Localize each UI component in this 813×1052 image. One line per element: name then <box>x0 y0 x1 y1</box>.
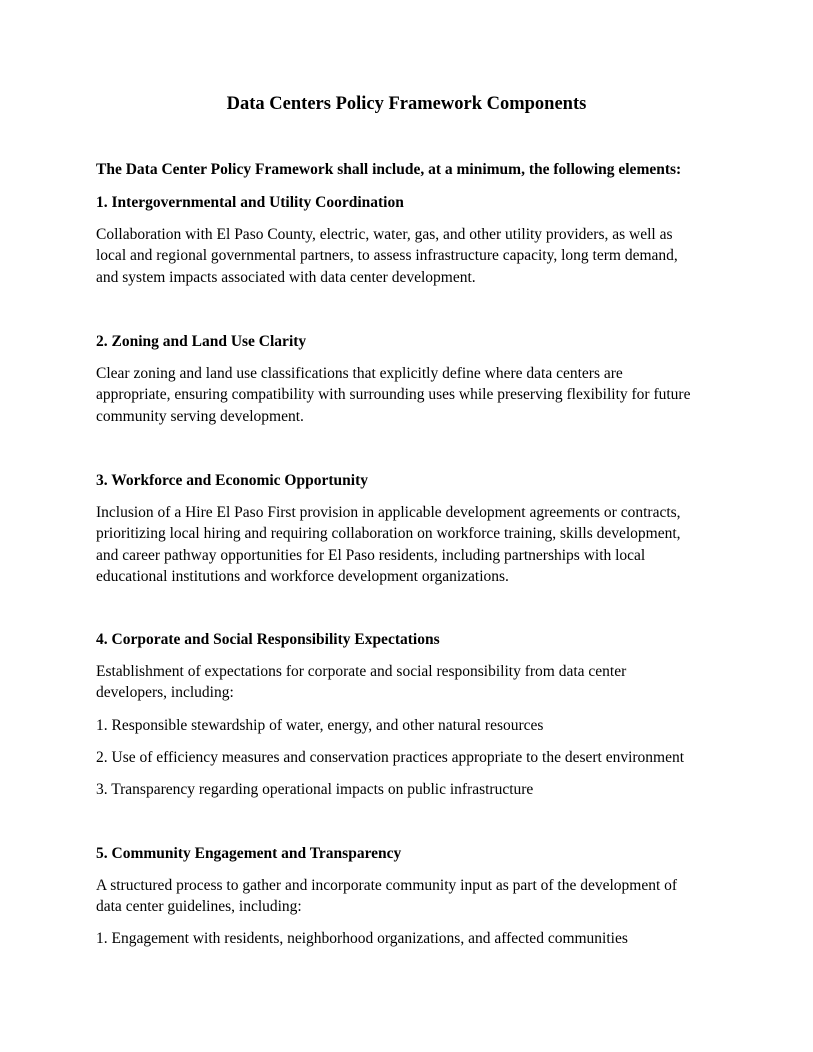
section-4-list-item-1: 1. Responsible stewardship of water, energy, and other natural resources <box>96 717 544 734</box>
section-2-line-1: Clear zoning and land use classifications that explicitly define where data centers are <box>96 365 623 382</box>
section-3-line-2: prioritizing local hiring and requiring collaboration on workforce training, skills development, <box>96 525 681 543</box>
section-1-line-2: local and regional governmental partners, to assess infrastructure capacity, long term demand, <box>96 247 678 265</box>
section-5-paragraph <box>96 875 736 918</box>
intro-statement: The Data Center Policy Framework shall include, at a minimum, the following elements: <box>96 161 682 178</box>
section-5-line-2: data center guidelines, including: <box>96 898 302 916</box>
section-5-line-1: A structured process to gather and incorporate community input as part of the development of <box>96 877 678 894</box>
section-2-line-2: appropriate, ensuring compatibility with surrounding uses while preserving flexibility for future <box>96 386 691 404</box>
section-5-heading: 5. Community Engagement and Transparency <box>96 845 402 862</box>
section-3-line-4: educational institutions and workforce development organizations. <box>96 568 509 586</box>
section-4-list-item-2: 2. Use of efficiency measures and conservation practices appropriate to the desert environment <box>96 749 685 766</box>
section-2-paragraph <box>96 363 736 427</box>
section-4-line-2: developers, including: <box>96 684 234 702</box>
section-3-heading: 3. Workforce and Economic Opportunity <box>96 472 368 489</box>
section-5-list-item-1: 1. Engagement with residents, neighborhood organizations, and affected communities <box>96 930 628 947</box>
section-4-line-1: Establishment of expectations for corporate and social responsibility from data center <box>96 663 627 680</box>
section-3-paragraph <box>96 502 736 588</box>
section-1-paragraph <box>96 224 736 288</box>
section-1-line-3: and system impacts associated with data center development. <box>96 268 476 286</box>
page-title: Data Centers Policy Framework Components <box>226 94 587 114</box>
section-4-list-item-3: 3. Transparency regarding operational impacts on public infrastructure <box>96 781 534 798</box>
section-3-line-1: Inclusion of a Hire El Paso First provision in applicable development agreements or contracts, <box>96 504 681 521</box>
section-3-line-3: and career pathway opportunities for El Paso residents, including partnerships with local <box>96 546 646 564</box>
section-4-paragraph <box>96 661 736 704</box>
section-2-heading: 2. Zoning and Land Use Clarity <box>96 333 307 350</box>
section-4-heading: 4. Corporate and Social Responsibility Expectations <box>96 631 440 648</box>
section-1-heading: 1. Intergovernmental and Utility Coordination <box>96 194 404 211</box>
section-2-line-3: community serving development. <box>96 407 304 425</box>
section-1-line-1: Collaboration with El Paso County, electric, water, gas, and other utility providers, as well as <box>96 226 673 243</box>
